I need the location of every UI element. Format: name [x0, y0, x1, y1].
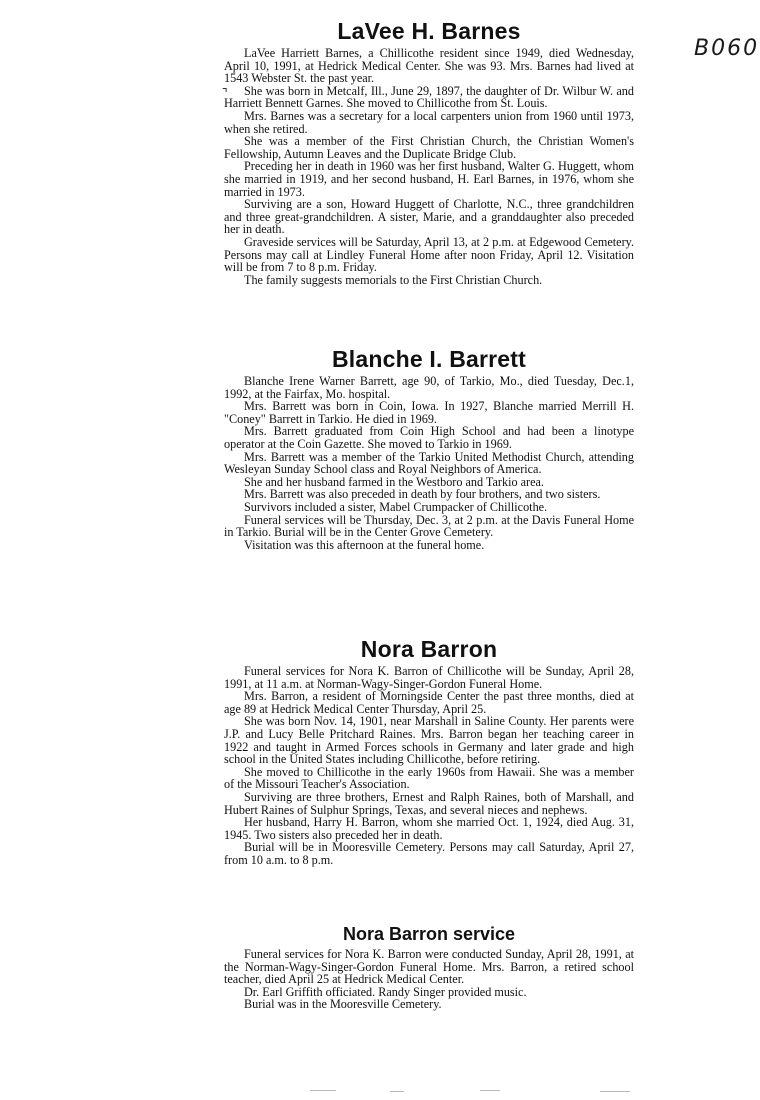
obituary-paragraph: Survivors included a sister, Mabel Crumpacker of Chillicothe. [244, 499, 548, 514]
obituary-nora-barron [224, 636, 634, 867]
obituary-paragraph: Mrs. Barrett graduated from Coin High School and had been a linotype operator at the Coin Gazette. She moved to Tarkio in 1969. [224, 424, 634, 451]
obituary-blanche-barrett [224, 346, 634, 551]
obituary-paragraph: Surviving are a son, Howard Huggett of Charlotte, N.C., three grandchildren and three great-grandchildren. A sister, Marie, and a granddaughter also preceded her in death. [224, 197, 634, 237]
obituary-paragraph: She was a member of the First Christian Church, the Christian Women's Fellowship, Autumn Leaves and the Duplicate Bridge Club. [224, 134, 634, 161]
obituary-paragraph: Funeral services for Nora K. Barron were conducted Sunday, April 28, 1991, at the Norman-Wagy-Singer-Gordon Funeral Home. Mrs. Barron, a retired school teacher, died April 25 at Hedrick Medical Center. [224, 947, 634, 987]
obituary-paragraph: Mrs. Barnes was a secretary for a local carpenters union from 1960 until 1973, when she retired. [224, 108, 634, 136]
obituary-paragraph: The family suggests memorials to the First Christian Church. [244, 272, 543, 287]
obituary-paragraph: Funeral services will be Thursday, Dec. 3, at 2 p.m. at the Davis Funeral Home in Tarkio. Burial will be in the Center Grove Cemetery. [224, 512, 634, 540]
scan-artifact-specks [300, 1082, 660, 1096]
obituary-paragraph: Preceding her in death in 1960 was her first husband, Walter G. Huggett, whom she married in 1919, and her second husband, H. Earl Barnes, in 1976, whom she married in 1973. [224, 159, 634, 199]
obituary-paragraph: Surviving are three brothers, Ernest and Ralph Raines, both of Marshall, and Hubert Raines of Sulphur Springs, Texas, and several nieces and nephews. [224, 789, 634, 817]
obituary-paragraph: Burial was in the Mooresville Cemetery. [244, 997, 442, 1012]
obituary-paragraph: Mrs. Barrett was born in Coin, Iowa. In 1927, Blanche married Merrill H. "Coney" Barrett in Tarkio. He died in 1969. [224, 399, 634, 426]
obituary-paragraph: Mrs. Barrett was also preceded in death by four brothers, and two sisters. [244, 487, 601, 502]
obituary-paragraph: Mrs. Barrett was a member of the Tarkio United Methodist Church, attending Wesleyan Sunday School class and Royal Neighbors of America. [224, 449, 634, 477]
obituary-title: Nora Barron [360, 636, 498, 662]
obituary-paragraph: She was born in Metcalf, Ill., June 29, 1897, the daughter of Dr. Wilbur W. and Harriett Bennett Garnes. She moved to Chillicothe from St. Louis. [224, 83, 634, 111]
obituary-paragraph: Blanche Irene Warner Barrett, age 90, of Tarkio, Mo., died Tuesday, Dec.1, 1992, at the Fairfax, Mo. hospital. [224, 374, 634, 401]
obituary-title: LaVee H. Barnes [337, 18, 521, 44]
obituary-paragraph: Burial will be in Mooresville Cemetery. Persons may call Saturday, April 27, from 10 a.m. to 8 p.m. [224, 840, 634, 867]
obituary-paragraph: Funeral services for Nora K. Barron of Chillicothe will be Sunday, April 28, 1991, at 11 a.m. at Norman-Wagy-Singer-Gordon Funeral Home. [224, 664, 634, 691]
obituary-paragraph: She was born Nov. 14, 1901, near Marshall in Saline County. Her parents were J.P. and Lucy Belle Pritchard Raines. Mrs. Barron began her teaching career in 1922 and taught in Armed Forces schools in Germany and later grade and high school in the United States including Chillicothe, before retiring. [224, 714, 634, 767]
obituary-paragraph: Mrs. Barron, a resident of Morningside Center the past three months, died at age 89 at Hedrick Medical Center Thursday, April 25. [224, 689, 634, 716]
obituary-paragraph: Dr. Earl Griffith officiated. Randy Singer provided music. [244, 984, 527, 999]
obituary-lavee-barnes [224, 18, 634, 286]
obituary-title: Nora Barron service [342, 924, 516, 944]
stray-pen-mark: ⌝ [222, 86, 228, 100]
obituary-nora-barron-service [224, 924, 634, 1011]
obituary-title: Blanche I. Barrett [331, 346, 527, 372]
handwritten-code-annotation: B060 [694, 36, 760, 61]
obituary-paragraph: LaVee Harriett Barnes, a Chillicothe resident since 1949, died Wednesday, April 10, 1991, at Hedrick Medical Center. She was 93. Mrs. Barnes had lived at 1543 Webster St. the past year. [224, 46, 634, 86]
obituary-paragraph: Her husband, Harry H. Barron, whom she married Oct. 1, 1924, died Aug. 31, 1945. Two sisters also preceded her in death. [224, 815, 634, 842]
obituary-paragraph: Visitation was this afternoon at the funeral home. [244, 537, 485, 552]
obituary-paragraph: She moved to Chillicothe in the early 1960s from Hawaii. She was a member of the Missouri Teacher's Association. [224, 764, 634, 792]
obituary-paragraph: She and her husband farmed in the Westboro and Tarkio area. [244, 474, 544, 489]
obituary-paragraph: Graveside services will be Saturday, April 13, at 2 p.m. at Edgewood Cemetery. Persons may call at Lindley Funeral Home after noon Friday, April 12. Visitation will be from 7 to 8 p.m. Friday. [224, 234, 634, 275]
